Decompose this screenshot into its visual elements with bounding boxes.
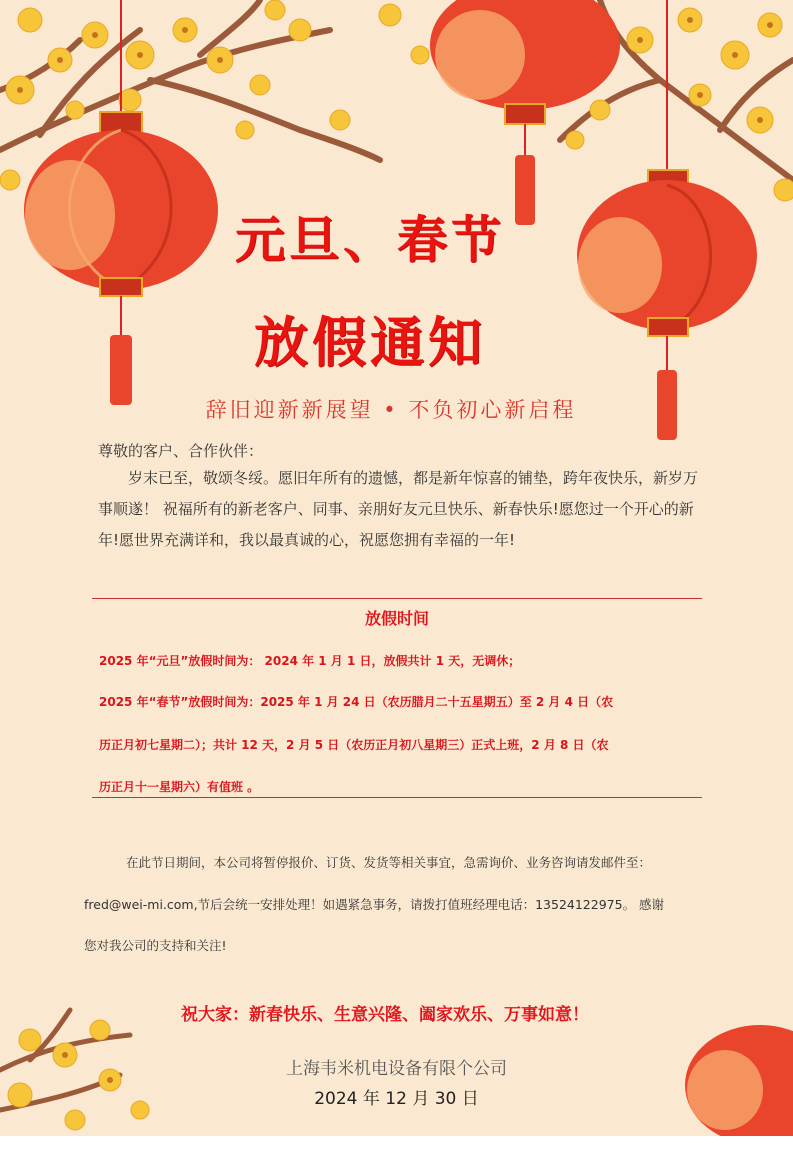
holiday-line: 历正月初七星期二）；共计 12 天，2 月 5 日（农历正月初八星期三）正式上班，2 月 8 日（农: [99, 738, 609, 752]
holiday-line: 历正月十一星期六）有值班 。: [99, 780, 260, 794]
intro-paragraph: 岁末已至，敬颂冬绥。愿旧年所有的遗憾，都是新年惊喜的铺垫，跨年夜快乐，新岁万事顺遂！ 祝福所有的新老客户、同事、亲朋好友元旦快乐、新春快乐!愿您过一个开心的新年!愿世界充满详和，我以最真诚的心，祝愿您拥有幸福的一年!: [98, 469, 699, 549]
holiday-section-title: 放假时间: [364, 609, 429, 628]
title-line-2: 放假通知: [254, 310, 486, 374]
notice-line: 在此节日期间，本公司将暂停报价、订货、发货等相关事宜，急需询价、业务咨询请发邮件至：: [126, 855, 652, 870]
subtitle: 辞旧迎新新展望 • 不负初心新启程: [205, 398, 577, 422]
company-name: 上海韦米机电设备有限个公司: [286, 1059, 507, 1079]
notice-date: 2024 年 12 月 30 日: [314, 1089, 479, 1109]
notice-line: 您对我公司的支持和关注!: [84, 938, 227, 953]
notice-line: fred@wei-mi.com,节后会统一安排处理！如遇紧急事务，请拨打值班经理电话：13524122975。 感谢: [84, 897, 665, 912]
wish-message: 祝大家：新春快乐、生意兴隆、阖家欢乐、万事如意！: [181, 1005, 589, 1025]
greeting: 尊敬的客户、合作伙伴：: [98, 442, 264, 460]
holiday-line: 2025 年“春节”放假时间为：2025 年 1 月 24 日（农历腊月二十五星期五）至 2 月 4 日（农: [99, 695, 614, 709]
title-line-1: 元旦、春节: [235, 210, 505, 269]
divider-bottom: [92, 797, 702, 798]
divider-top: [92, 598, 702, 599]
lantern-bottom-right: [685, 1025, 793, 1136]
holiday-line: 2025 年“元旦”放假时间为： 2024 年 1 月 1 日，放假共计 1 天，无调休；: [99, 654, 521, 668]
